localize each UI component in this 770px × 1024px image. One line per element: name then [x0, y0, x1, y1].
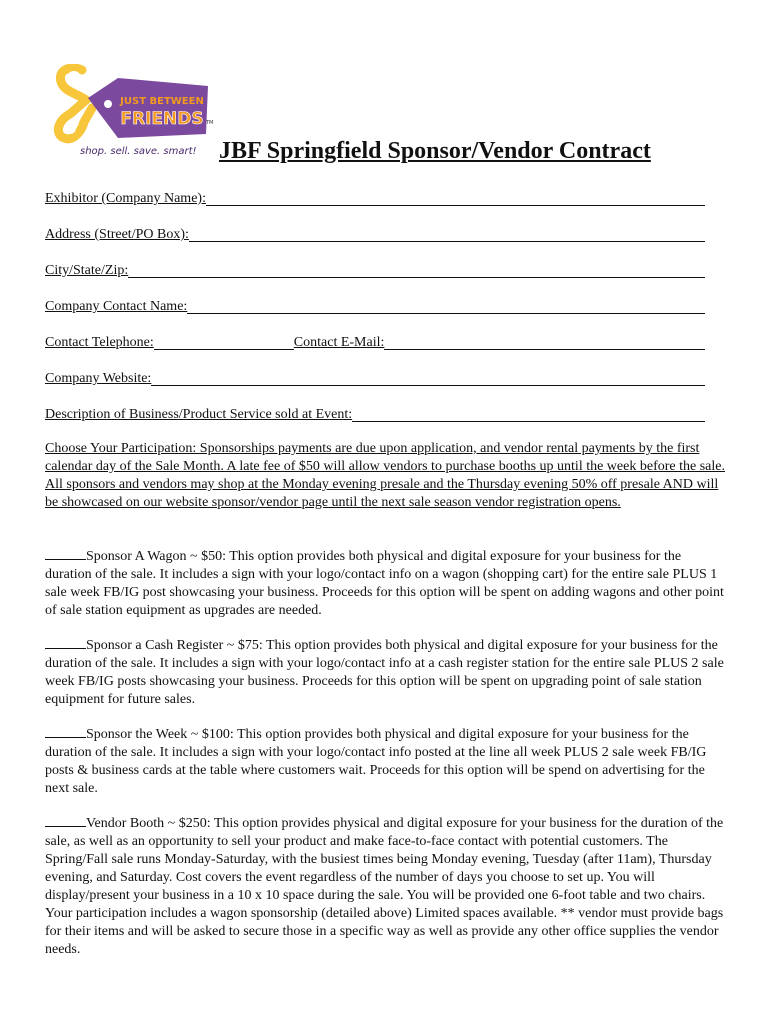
- contact-name-field[interactable]: [45, 296, 705, 315]
- logo-tagline: shop. sell. save. smart!: [80, 146, 197, 157]
- city-field[interactable]: [45, 260, 705, 279]
- option-vendor-booth-checkline[interactable]: [45, 814, 86, 827]
- option-cash-register-checkline[interactable]: [45, 636, 86, 649]
- jbf-logo: [48, 64, 220, 160]
- description-field[interactable]: [45, 404, 705, 423]
- website-line[interactable]: [151, 370, 705, 386]
- option-week-checkline[interactable]: [45, 725, 86, 738]
- contact-name-line[interactable]: [187, 298, 705, 314]
- email-line[interactable]: [384, 334, 705, 350]
- trademark: TM: [206, 120, 214, 126]
- address-line[interactable]: [189, 226, 705, 242]
- option-wagon-checkline[interactable]: [45, 547, 86, 560]
- phone-email-field[interactable]: [45, 332, 705, 351]
- exhibitor-line[interactable]: [206, 190, 705, 206]
- option-week: [45, 725, 725, 798]
- city-line[interactable]: [128, 262, 705, 278]
- telephone-line[interactable]: [154, 334, 294, 350]
- city-label: City/State/Zip:: [45, 263, 129, 278]
- page-title: JBF Springfield Sponsor/Vendor Contract: [219, 138, 651, 164]
- contact-name-label: Company Contact Name:: [45, 299, 188, 314]
- participation-options: [45, 547, 725, 975]
- exhibitor-field[interactable]: [45, 188, 705, 207]
- exhibitor-label: Exhibitor (Company Name):: [45, 191, 206, 206]
- contact-fields: [45, 188, 705, 440]
- description-label: Description of Business/Product Service sold at Event:: [45, 407, 353, 422]
- address-label: Address (Street/PO Box):: [45, 227, 189, 242]
- brand-line2: FRIENDS: [120, 109, 204, 129]
- email-label: Contact E-Mail:: [293, 335, 385, 350]
- website-field[interactable]: [45, 368, 705, 387]
- option-wagon-text: Sponsor A Wagon ~ $50: This option provides both physical and digital exposure for your business for the duration of the sale. It includes a sign with your logo/contact info on a wagon (shopping cart) for the entire sale PLUS 1 sale week FB/IG post showcasing your business. Proceeds for this option will be spent on adding wagons and other point of sale station equipment as upgrades are needed.: [45, 549, 724, 618]
- option-wagon: [45, 547, 725, 620]
- option-vendor-booth-text: Vendor Booth ~ $250: This option provides physical and digital exposure for your business for the duration of the sale, as well as an opportunity to sell your product and make face-to-face contact with potential customers. The Spring/Fall sale runs Monday-Saturday, with the busiest times being Monday evening, Tuesday (after 11am), Thursday evening, and Saturday. Cost covers the event regardless of the number of days you choose to set up. You will display/present your business in a 10 x 10 space during the sale. You will be provided one 6-foot table and two chairs. Your participation includes a wagon sponsorship (detailed above) Limited spaces available. ** vendor must provide bags for their items and will be asked to secure those in a specific way as well as provide any other office supplies the vendor needs.: [45, 816, 724, 957]
- description-line[interactable]: [352, 406, 705, 422]
- option-week-text: Sponsor the Week ~ $100: This option provides both physical and digital exposure for your business for the duration of the sale. It includes a sign with your logo/contact info posted at the line all week PLUS 2 sale week FB/IG posts & business cards at the table where customers wait. Proceeds for this option will be spend on advertising for the next sale.: [45, 727, 707, 796]
- brand-line1: JUST BETWEEN: [120, 96, 204, 107]
- option-vendor-booth: [45, 814, 725, 959]
- price-tag-shape: [88, 78, 208, 138]
- website-label: Company Website:: [45, 371, 152, 386]
- address-field[interactable]: [45, 224, 705, 243]
- option-cash-register-text: Sponsor a Cash Register ~ $75: This option provides both physical and digital exposure for your business for the duration of the sale. It includes a sign with your logo/contact info at a cash register station for the entire sale PLUS 2 sale week FB/IG posts showcasing your business. Proceeds for this option will be spent on upgrading point of sale station equipment for future sales.: [45, 638, 724, 707]
- option-cash-register: [45, 636, 725, 709]
- participation-intro: Choose Your Participation: Sponsorships payments are due upon application, and vendor rental payments by the first calendar day of the Sale Month. A late fee of $50 will allow vendors to purchase booths up until the week before the sale. All sponsors and vendors may shop at the Monday evening presale and the Thursday evening 50% off presale AND will be showcased on our website sponsor/vendor page until the next sale season vendor registration opens.: [45, 441, 725, 510]
- telephone-label: Contact Telephone:: [45, 335, 154, 350]
